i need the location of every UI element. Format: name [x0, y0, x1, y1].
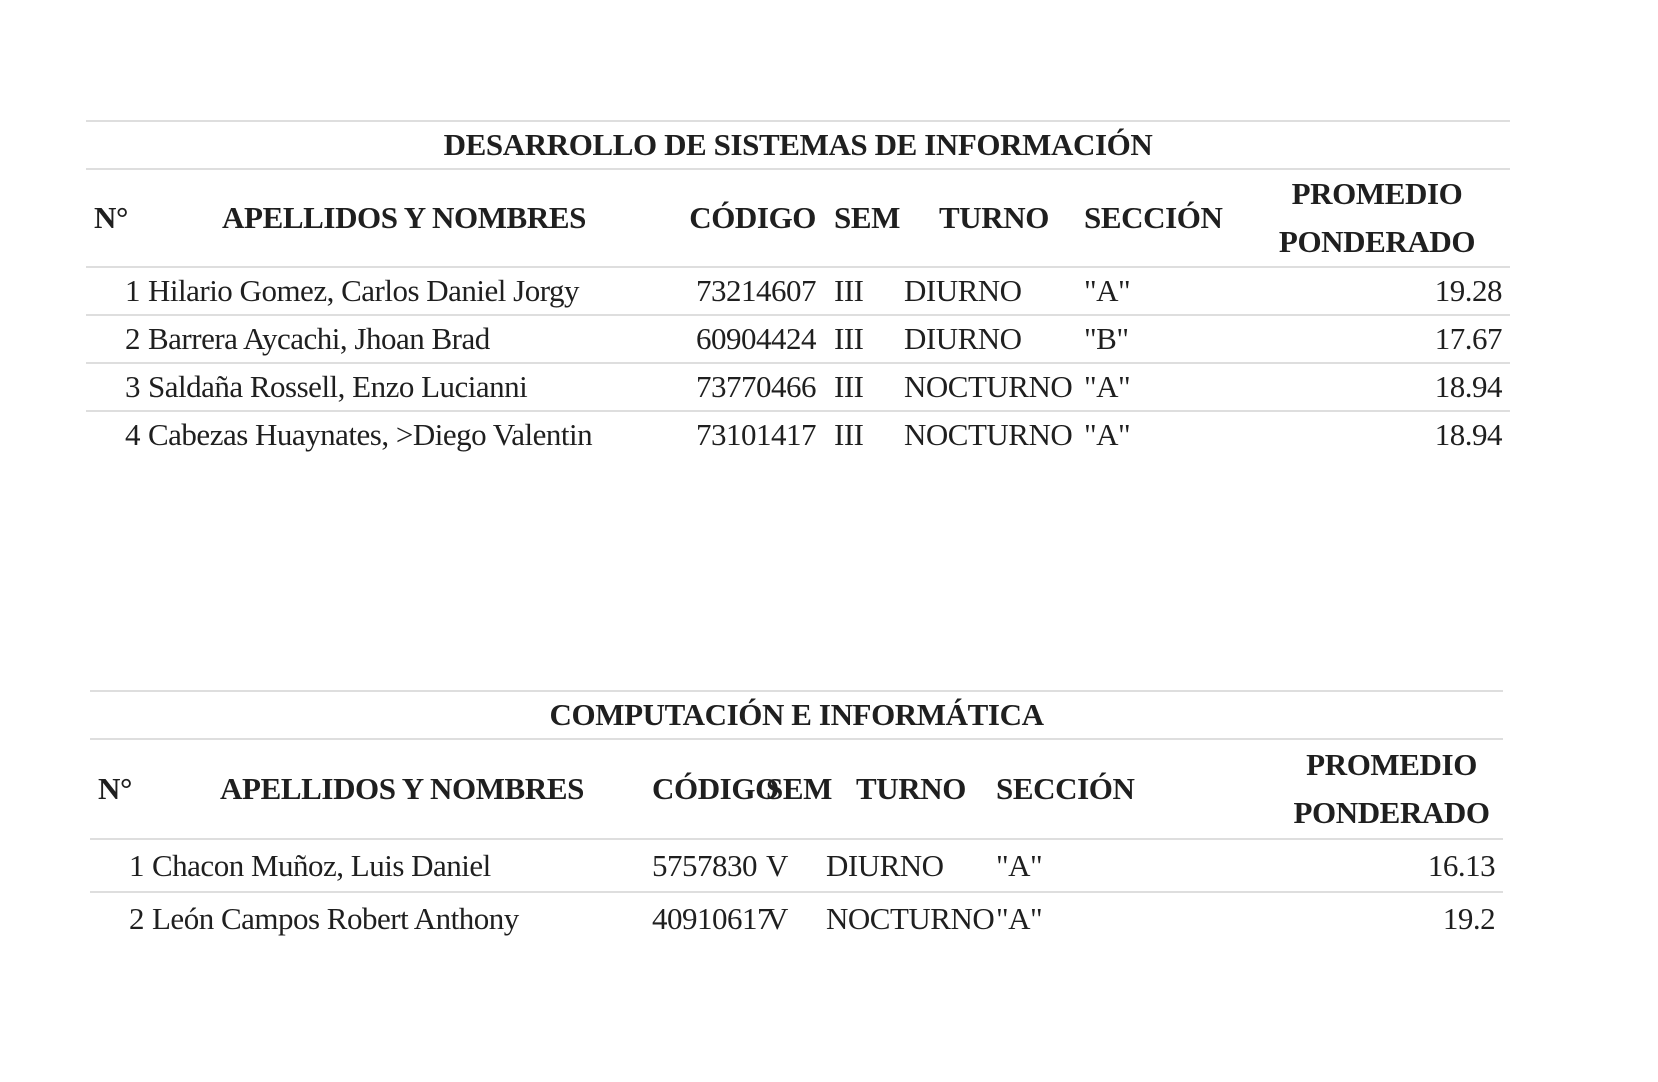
- cell-name: Hilario Gomez, Carlos Daniel Jorgy: [148, 267, 660, 315]
- cell-semester: III: [820, 267, 904, 315]
- cell-weighted-average: 18.94: [1244, 363, 1510, 411]
- table-title: DESARROLLO DE SISTEMAS DE INFORMACIÓN: [86, 121, 1510, 169]
- cell-shift: DIURNO: [904, 315, 1084, 363]
- cell-weighted-average: 19.2: [1442, 900, 1496, 936]
- header-semester: SEM: [752, 739, 826, 839]
- cell-name: Saldaña Rossell, Enzo Lucianni: [148, 363, 660, 411]
- table-title-row: [86, 121, 1510, 169]
- header-code: CÓDIGO: [660, 169, 820, 267]
- table-row: [86, 315, 1510, 363]
- cell-section: "A": [996, 900, 1043, 936]
- cell-semester: III: [820, 315, 904, 363]
- header-number: N°: [86, 169, 148, 267]
- cell-semester: III: [834, 417, 864, 452]
- cell-name: Barrera Aycachi, Jhoan Brad: [148, 315, 660, 363]
- table-row: [90, 839, 1503, 892]
- header-weighted-average-line2: PONDERADO: [1293, 795, 1490, 830]
- cell-code: 5757830: [652, 839, 752, 892]
- cell-shift: DIURNO: [826, 839, 996, 892]
- header-number: N°: [90, 739, 152, 839]
- table-computacion-informatica: [90, 690, 1503, 944]
- cell-section: "A": [1084, 417, 1131, 452]
- cell-shift: DIURNO: [904, 267, 1084, 315]
- cell-section: "A": [1084, 363, 1244, 411]
- table-row: [86, 363, 1510, 411]
- table-row: [90, 892, 1503, 944]
- header-shift: TURNO: [826, 739, 996, 839]
- table-title: COMPUTACIÓN E INFORMÁTICA: [90, 691, 1503, 739]
- cell-number: 2: [86, 315, 148, 363]
- table-header-row: [86, 169, 1510, 267]
- table-desarrollo-sistemas: [86, 120, 1510, 458]
- cell-code: 73101417: [696, 417, 816, 452]
- cell-weighted-average: 17.67: [1244, 315, 1510, 363]
- cell-code: 40910617: [652, 900, 772, 936]
- cell-section: "B": [1084, 315, 1244, 363]
- header-weighted-average-line1: PROMEDIO: [1306, 747, 1477, 782]
- table-row: [86, 411, 1510, 458]
- header-weighted-average-line2: PONDERADO: [1278, 224, 1476, 259]
- cell-shift: NOCTURNO: [904, 417, 1073, 452]
- cell-section: "A": [996, 839, 1178, 892]
- cell-section: "A": [1084, 267, 1244, 315]
- header-shift: TURNO: [904, 169, 1084, 267]
- cell-shift: NOCTURNO: [904, 363, 1084, 411]
- header-weighted-average: [1244, 169, 1510, 267]
- cell-semester: III: [820, 363, 904, 411]
- header-section: SECCIÓN: [1084, 169, 1244, 267]
- cell-semester: V: [752, 839, 826, 892]
- header-name: APELLIDOS Y NOMBRES: [152, 739, 652, 839]
- header-section: SECCIÓN: [996, 739, 1178, 839]
- cell-code: 60904424: [660, 315, 820, 363]
- cell-code: 73770466: [660, 363, 820, 411]
- cell-weighted-average: 16.13: [1178, 839, 1503, 892]
- cell-number: 2: [129, 900, 144, 936]
- cell-code: 73214607: [660, 267, 820, 315]
- header-code: CÓDIGO: [652, 739, 752, 839]
- cell-number: 1: [90, 839, 152, 892]
- header-weighted-average-line1: PROMEDIO: [1291, 176, 1463, 211]
- cell-name: Chacon Muñoz, Luis Daniel: [152, 839, 652, 892]
- header-name: APELLIDOS Y NOMBRES: [148, 169, 660, 267]
- cell-shift: NOCTURNO: [826, 900, 995, 936]
- header-weighted-average: [1178, 739, 1503, 839]
- table-title-row: [90, 691, 1503, 739]
- table-header-row: [90, 739, 1503, 839]
- cell-number: 3: [86, 363, 148, 411]
- cell-weighted-average: 18.94: [1434, 417, 1503, 452]
- table-row: [86, 267, 1510, 315]
- cell-name: León Campos Robert Anthony: [152, 900, 519, 936]
- cell-semester: V: [766, 900, 788, 936]
- cell-number: 1: [86, 267, 148, 315]
- cell-weighted-average: 19.28: [1244, 267, 1510, 315]
- cell-name: Cabezas Huaynates, >Diego Valentin: [148, 417, 593, 452]
- cell-number: 4: [125, 417, 140, 452]
- header-semester: SEM: [820, 169, 904, 267]
